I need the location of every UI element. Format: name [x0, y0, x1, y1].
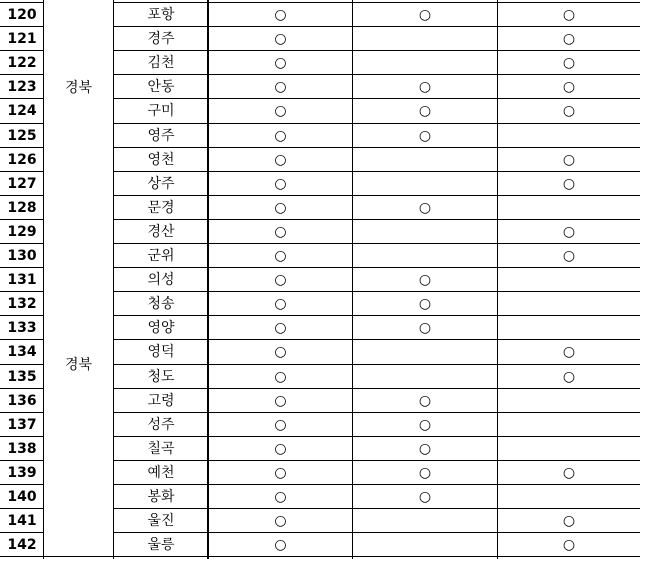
region-label: 경북	[64, 80, 93, 96]
col3-mark: ○	[562, 513, 576, 529]
col3-mark: ○	[562, 537, 576, 553]
col1-mark: ○	[274, 128, 287, 144]
city-name: 청도	[147, 369, 175, 385]
col1-mark: ○	[274, 344, 287, 360]
col1-mark: ○	[274, 320, 287, 336]
col1-mark: ○	[274, 489, 287, 505]
col2-mark: ○	[418, 128, 432, 144]
col3-mark	[498, 316, 640, 340]
city-name: 의성	[147, 272, 175, 288]
row-number: 137	[7, 417, 37, 433]
col1-mark: ○	[274, 272, 287, 288]
city-name: 울진	[147, 513, 175, 529]
col1-mark: ○	[274, 176, 287, 192]
city-name: 봉화	[147, 489, 175, 505]
col1-mark: ○	[274, 31, 287, 47]
col1-mark: ○	[274, 152, 287, 168]
row-number: 121	[7, 31, 37, 47]
city-name: 상주	[147, 176, 175, 192]
col2-mark	[353, 172, 497, 196]
row-number: 120	[7, 7, 37, 23]
col2-mark	[353, 51, 497, 75]
col2-mark: ○	[418, 441, 432, 457]
col3-mark: ○	[562, 465, 576, 481]
col3-mark: ○	[562, 103, 576, 119]
col3-mark	[498, 268, 640, 292]
col2-mark	[353, 340, 497, 364]
col1-mark: ○	[274, 513, 287, 529]
row-number: 141	[7, 513, 37, 529]
col3-mark: ○	[562, 152, 576, 168]
col2-mark: ○	[418, 272, 432, 288]
col1-mark: ○	[274, 369, 287, 385]
city-name: 영천	[147, 152, 175, 168]
col2-mark: ○	[418, 200, 432, 216]
city-name: 고령	[147, 393, 175, 409]
city-name: 예천	[147, 465, 175, 481]
city-name: 영주	[147, 128, 175, 144]
col1-mark: ○	[274, 393, 287, 409]
col2-mark	[353, 220, 497, 244]
city-name: 문경	[147, 200, 175, 216]
col3-mark	[498, 485, 640, 509]
col2-mark	[353, 365, 497, 389]
row-number: 122	[7, 55, 37, 71]
col3-mark	[498, 389, 640, 413]
col2-mark: ○	[418, 296, 432, 312]
row-number: 140	[7, 489, 37, 505]
col2-mark: ○	[418, 465, 432, 481]
row-number: 123	[7, 79, 37, 95]
col2-mark	[353, 148, 497, 172]
col2-mark: ○	[418, 320, 432, 336]
city-name: 경산	[147, 224, 175, 240]
city-name: 칠곡	[147, 441, 175, 457]
col2-mark: ○	[418, 489, 432, 505]
col1-mark: ○	[274, 103, 287, 119]
row-number: 124	[7, 103, 37, 119]
col1-mark: ○	[274, 537, 287, 553]
row-number: 131	[7, 272, 37, 288]
row-number: 125	[7, 128, 37, 144]
col1-mark: ○	[274, 7, 287, 23]
row-number: 129	[7, 224, 37, 240]
region-label: 경북	[64, 357, 93, 373]
city-name: 청송	[147, 296, 175, 312]
col1-mark: ○	[274, 441, 287, 457]
city-name: 군위	[147, 248, 175, 264]
row-number: 126	[7, 152, 37, 168]
city-name: 영양	[147, 320, 175, 336]
row-number: 132	[7, 296, 37, 312]
col2-mark: ○	[418, 393, 432, 409]
col3-mark: ○	[562, 7, 576, 23]
col1-mark: ○	[274, 224, 287, 240]
col1-mark: ○	[274, 465, 287, 481]
col2-mark: ○	[418, 103, 432, 119]
col3-mark: ○	[562, 369, 576, 385]
col3-mark: ○	[562, 31, 576, 47]
col1-mark: ○	[274, 79, 287, 95]
row-number: 134	[7, 344, 37, 360]
city-name: 김천	[147, 55, 175, 71]
row-number: 142	[7, 537, 37, 553]
city-name: 구미	[147, 103, 175, 119]
col3-mark: ○	[562, 224, 576, 240]
row-number: 127	[7, 176, 37, 192]
city-name: 성주	[147, 417, 175, 433]
row-number: 130	[7, 248, 37, 264]
row-number: 135	[7, 369, 37, 385]
col2-mark: ○	[418, 7, 432, 23]
col3-mark: ○	[562, 176, 576, 192]
city-name: 포항	[147, 7, 175, 23]
row-number: 136	[7, 393, 37, 409]
row-divider	[43, 556, 113, 557]
col1-mark: ○	[274, 417, 287, 433]
col3-mark: ○	[562, 79, 576, 95]
col1-mark: ○	[274, 55, 287, 71]
col2-mark	[353, 533, 497, 557]
city-name: 영덕	[147, 344, 175, 360]
city-name: 안동	[147, 79, 175, 95]
col1-mark: ○	[274, 200, 287, 216]
col3-mark: ○	[562, 248, 576, 264]
city-name: 울릉	[147, 537, 175, 553]
col2-mark	[353, 244, 497, 268]
col3-mark	[498, 124, 640, 148]
col3-mark	[498, 437, 640, 461]
col3-mark: ○	[562, 55, 576, 71]
row-number: 139	[7, 465, 37, 481]
col2-mark	[353, 27, 497, 51]
col3-mark	[498, 413, 640, 437]
city-name: 경주	[147, 31, 175, 47]
col3-mark: ○	[562, 344, 576, 360]
col2-mark: ○	[418, 79, 432, 95]
row-number: 138	[7, 441, 37, 457]
col1-mark: ○	[274, 248, 287, 264]
row-number: 128	[7, 200, 37, 216]
col3-mark	[498, 196, 640, 220]
row-number: 133	[7, 320, 37, 336]
col1-mark: ○	[274, 296, 287, 312]
col3-mark	[498, 292, 640, 316]
col2-mark	[353, 509, 497, 533]
col2-mark: ○	[418, 417, 432, 433]
